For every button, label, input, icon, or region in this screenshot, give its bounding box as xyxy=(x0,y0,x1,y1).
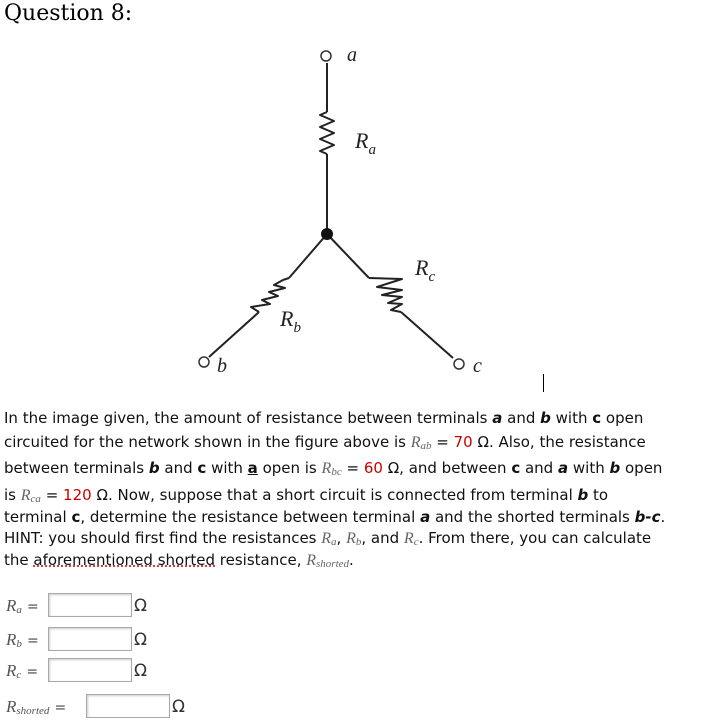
terminal-a-label: a xyxy=(347,44,357,66)
terminal-c-label: c xyxy=(473,355,482,377)
answer-row-ra: $R_a$ = Ω xyxy=(6,591,206,621)
answer-label-rc: $R_c$ xyxy=(6,661,22,681)
terminal-b-label: b xyxy=(217,355,227,377)
resistor-rc-label: $R_c$ xyxy=(415,255,436,285)
ra-input[interactable] xyxy=(48,593,132,617)
rc-unit: Ω xyxy=(134,661,147,681)
answer-row-rshorted: $R_{shorted}$ = Ω xyxy=(6,692,226,722)
question-title: Question 8: xyxy=(4,1,133,26)
terminal-c-node xyxy=(454,359,464,369)
rshorted-unit: Ω xyxy=(172,697,185,717)
ra-unit: Ω xyxy=(134,596,147,616)
answer-row-rc: $R_c$ = Ω xyxy=(6,656,206,686)
rb-input[interactable] xyxy=(48,627,132,651)
text-cursor xyxy=(543,374,544,392)
answer-label-rb: $R_b$ xyxy=(6,630,22,650)
terminal-b-node xyxy=(199,357,209,367)
rb-unit: Ω xyxy=(134,630,147,650)
answer-label-rshorted: $R_{shorted}$ xyxy=(6,697,50,717)
resistor-rb-label: $R_b$ xyxy=(280,306,301,336)
terminal-a-node xyxy=(321,51,331,61)
answer-label-ra: $R_a$ xyxy=(6,596,22,616)
center-junction xyxy=(321,228,333,240)
resistor-ra-label: $R_a$ xyxy=(355,128,376,158)
circuit-wires xyxy=(209,63,453,358)
answer-row-rb: $R_b$ = Ω xyxy=(6,625,206,655)
rc-input[interactable] xyxy=(48,658,132,682)
rshorted-input[interactable] xyxy=(86,694,170,718)
